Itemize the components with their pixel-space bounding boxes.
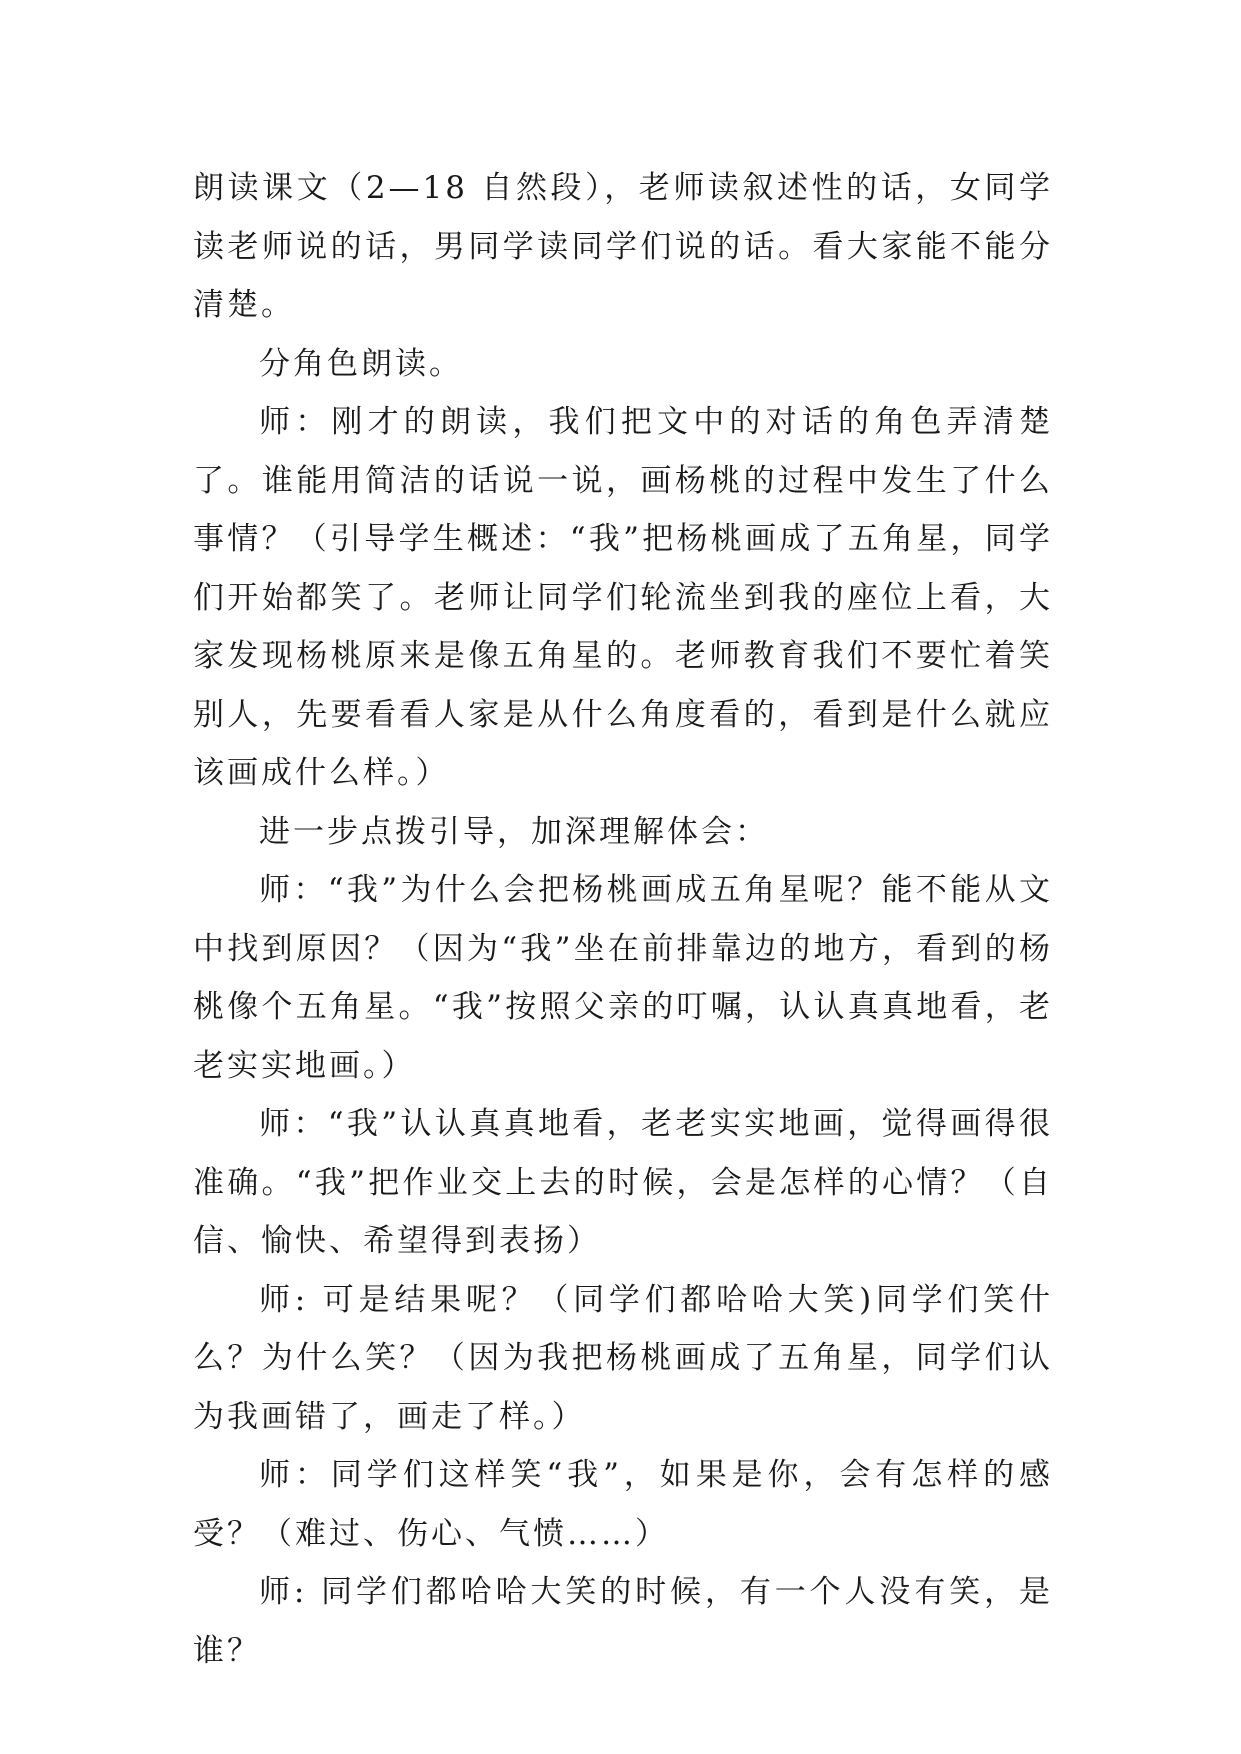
paragraph-1: 朗读课文（2—18 自然段），老师读叙述性的话，女同学读老师说的话，男同学读同学们说的话。看大家能不能分清楚。: [193, 170, 1053, 323]
paragraph-7: 师: 可是结果呢？（同学们都哈哈大笑)同学们笑什么？为什么笑？（因为我把杨桃画成了五角星，同学们认为我画错了，画走了样。）: [193, 1281, 1053, 1435]
paragraph-4: 进一步点拨引导，加深理解体会：: [259, 813, 769, 850]
paragraph-5: 师：“我”为什么会把杨桃画成五角星呢？能不能从文中找到原因？（因为“我”坐在前排靠边的地方，看到的杨桃像个五角星。“我”按照父亲的叮嘱，认认真真地看，老老实实地画。）: [193, 872, 1053, 1084]
paragraph-6: 师：“我”认认真真地看，老老实实地画，觉得画得很准确。“我”把作业交上去的时候，会是怎样的心情？（自信、愉快、希望得到表扬）: [193, 1106, 1053, 1259]
paragraph-8: 师：同学们这样笑“我”，如果是你，会有怎样的感受？（难过、伤心、气愤……）: [193, 1457, 1053, 1552]
document-body: [193, 159, 1053, 1680]
paragraph-2: 分角色朗读。: [259, 345, 463, 382]
paragraph-9: 师: 同学们都哈哈大笑的时候，有一个人没有笑，是谁？: [193, 1574, 1053, 1669]
paragraph-3: 师：刚才的朗读，我们把文中的对话的角色弄清楚了。谁能用简洁的话说一说，画杨桃的过程中发生了什么事情？（引导学生概述：“我”把杨桃画成了五角星，同学们开始都笑了。老师让同学们轮流坐到我的座位上看，大家发现杨桃原来是像五角星的。老师教育我们不要忙着笑别人，先要看看人家是从什么角度看的，看到是什么就应该画成什么样。）: [193, 404, 1053, 791]
